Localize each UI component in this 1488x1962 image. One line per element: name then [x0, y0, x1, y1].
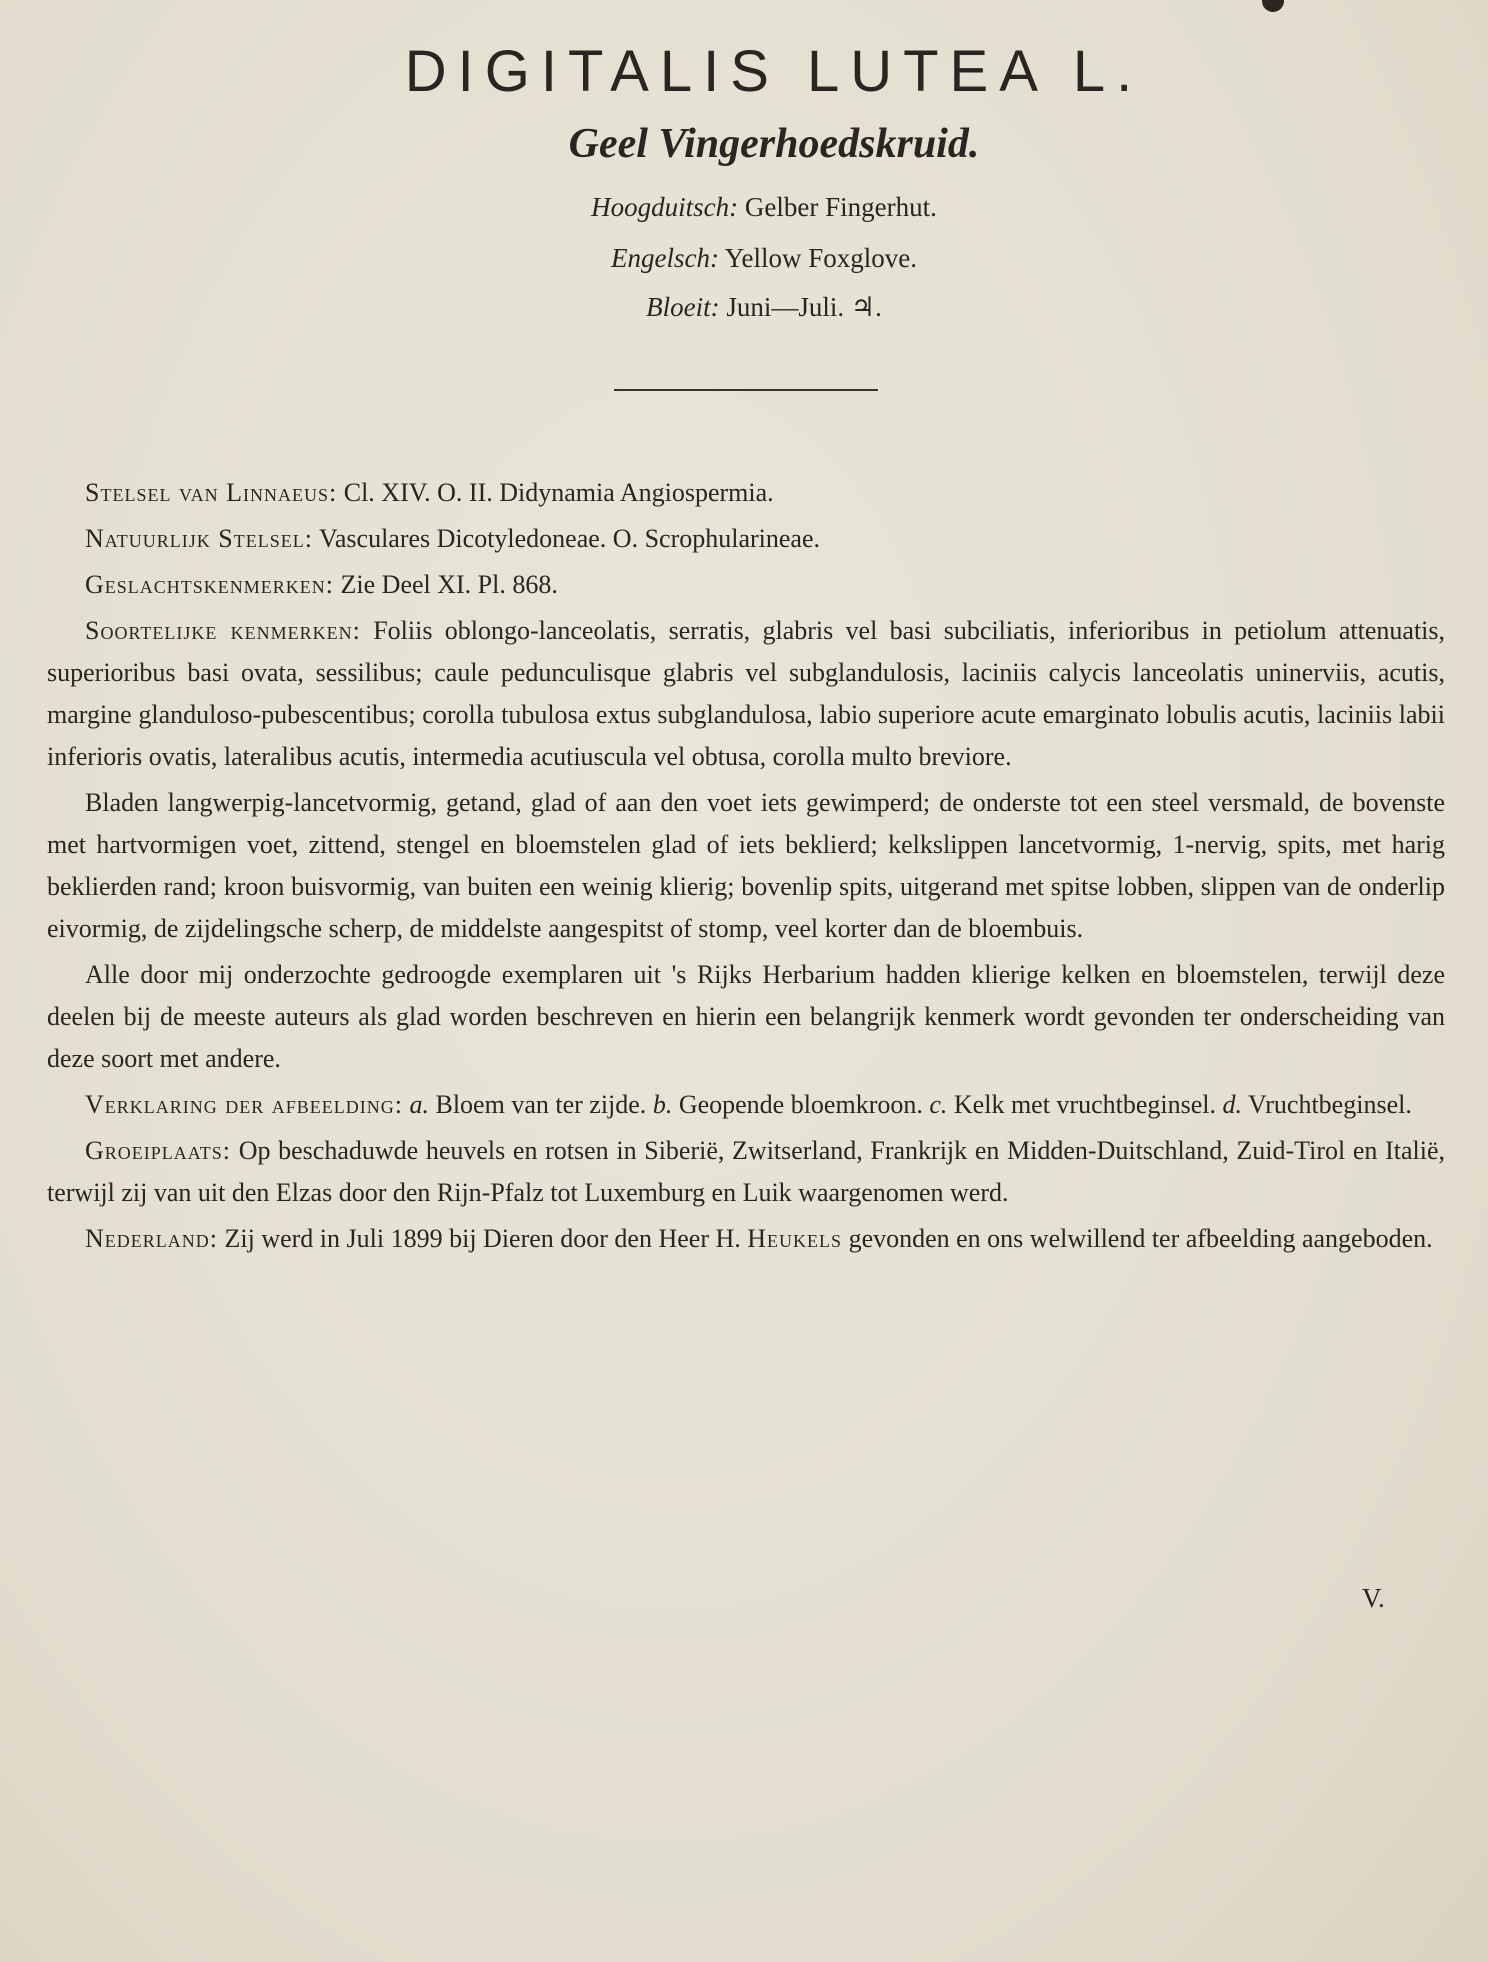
label-natuurlijk: Natuurlijk Stelsel: — [85, 524, 313, 553]
text-natuurlijk: Vasculares Dicotyledoneae. O. Scrophularineae. — [318, 524, 821, 553]
text-stelsel: Cl. XIV. O. II. Didynamia Angiospermia. — [343, 478, 774, 507]
divider-rule — [614, 389, 878, 391]
paragraph-natuurlijk — [47, 518, 1445, 560]
description-body — [47, 472, 1445, 1264]
english-name — [0, 243, 1488, 274]
author-signature: V. — [1362, 1583, 1385, 1613]
marker-a: a. — [409, 1090, 429, 1119]
paragraph-alle: Alle door mij onderzochte gedroogde exemplaren uit 's Rijks Herbarium hadden klierige kelken en bloemstelen, terwijl deze deelen bij de meeste auteurs als glad worden beschreven en hierin een belangrijk kenmerk wordt gevonden ter onderscheiding van deze soort met andere. — [47, 960, 1445, 1073]
label-stelsel: Stelsel van Linnaeus: — [85, 478, 338, 507]
label-soort: Soortelijke kenmerken: — [85, 616, 361, 645]
paragraph-bladen: Bladen langwerpig-lancetvormig, getand, glad of aan den voet iets gewimperd; de onderste tot een steel versmald, de bovenste met hartvormigen voet, zittend, stengel en bloemstelen glad of iets beklierd; kelkslippen lancetvormig, 1-nervig, spits, met harig beklierden rand; kroon buisvormig, van buiten een weinig klierig; bovenlip spits, uitgerand met spitse lobben, slippen van de onderlip eivormig, de zijdelingsche scherp, de middelste aangespitst of stomp, veel korter dan de bloembuis. — [47, 788, 1445, 943]
page-subtitle: Geel Vingerhoedskruid. — [568, 121, 980, 167]
bloom-value: Juni—Juli. ♃. — [726, 292, 882, 322]
bloom-period — [0, 292, 1488, 323]
name-heukels: Heukels — [747, 1224, 843, 1253]
english-value: Yellow Foxglove. — [724, 243, 917, 273]
german-label: Hoogduitsch: — [591, 192, 739, 222]
paragraph-geslacht — [47, 564, 1445, 606]
text-geslacht: Zie Deel XI. Pl. 868. — [340, 570, 558, 599]
paragraph-stelsel — [47, 472, 1445, 514]
bloom-label: Bloeit: — [646, 292, 720, 322]
label-groeiplaats: Groeiplaats: — [85, 1136, 232, 1165]
text-nederland-1: Zij werd in Juli 1899 bij Dieren door den Heer H. — [224, 1224, 741, 1253]
ink-blot — [1262, 0, 1284, 12]
german-value: Gelber Fingerhut. — [744, 192, 937, 222]
german-name — [0, 192, 1488, 223]
label-geslacht: Geslachtskenmerken: — [85, 570, 335, 599]
marker-c: c. — [929, 1090, 948, 1119]
text-d: Vruchtbeginsel. — [1248, 1090, 1412, 1119]
paragraph-verklaring — [47, 1084, 1445, 1126]
paragraph-nederland — [47, 1218, 1445, 1260]
english-label: Engelsch: — [610, 243, 719, 273]
marker-b: b. — [652, 1090, 673, 1119]
paragraph-soort — [47, 610, 1445, 778]
text-a: Bloem van ter zijde. — [435, 1090, 647, 1119]
paragraph-groeiplaats — [47, 1130, 1445, 1214]
text-b: Geopende bloemkroon. — [678, 1090, 923, 1119]
marker-d: d. — [1222, 1090, 1243, 1119]
label-nederland: Nederland: — [85, 1224, 218, 1253]
text-soort: Foliis oblongo-lanceolatis, serratis, glabris vel basi subciliatis, inferioribus in petiolum attenuatis, superioribus basi ovata, sessilibus; caule pedunculisque glabris vel subglandulosis, laciniis calycis lanceolatis uninerviis, acutis, margine glanduloso-pubescentibus; corolla tubulosa extus subglandulosa, labio superiore acute emarginato lobulis acutis, laciniis labii inferioris ovatis, lateralibus acutis, intermedia acutiuscula vel obtusa, corolla multo breviore. — [47, 616, 1446, 771]
text-groeiplaats: Op beschaduwde heuvels en rotsen in Siberië, Zwitserland, Frankrijk en Midden-Duitschland, Zuid-Tirol en Italië, terwijl zij van uit den Elzas door den Rijn-Pfalz tot Luxemburg en Luik waargenomen werd. — [47, 1136, 1445, 1207]
page-title: DIGITALIS LUTEA L. — [404, 39, 1144, 104]
text-nederland-2: gevonden en ons welwillend ter afbeelding aangeboden. — [848, 1224, 1433, 1253]
text-c: Kelk met vruchtbeginsel. — [953, 1090, 1217, 1119]
label-verklaring: Verklaring der afbeelding: — [85, 1090, 403, 1119]
